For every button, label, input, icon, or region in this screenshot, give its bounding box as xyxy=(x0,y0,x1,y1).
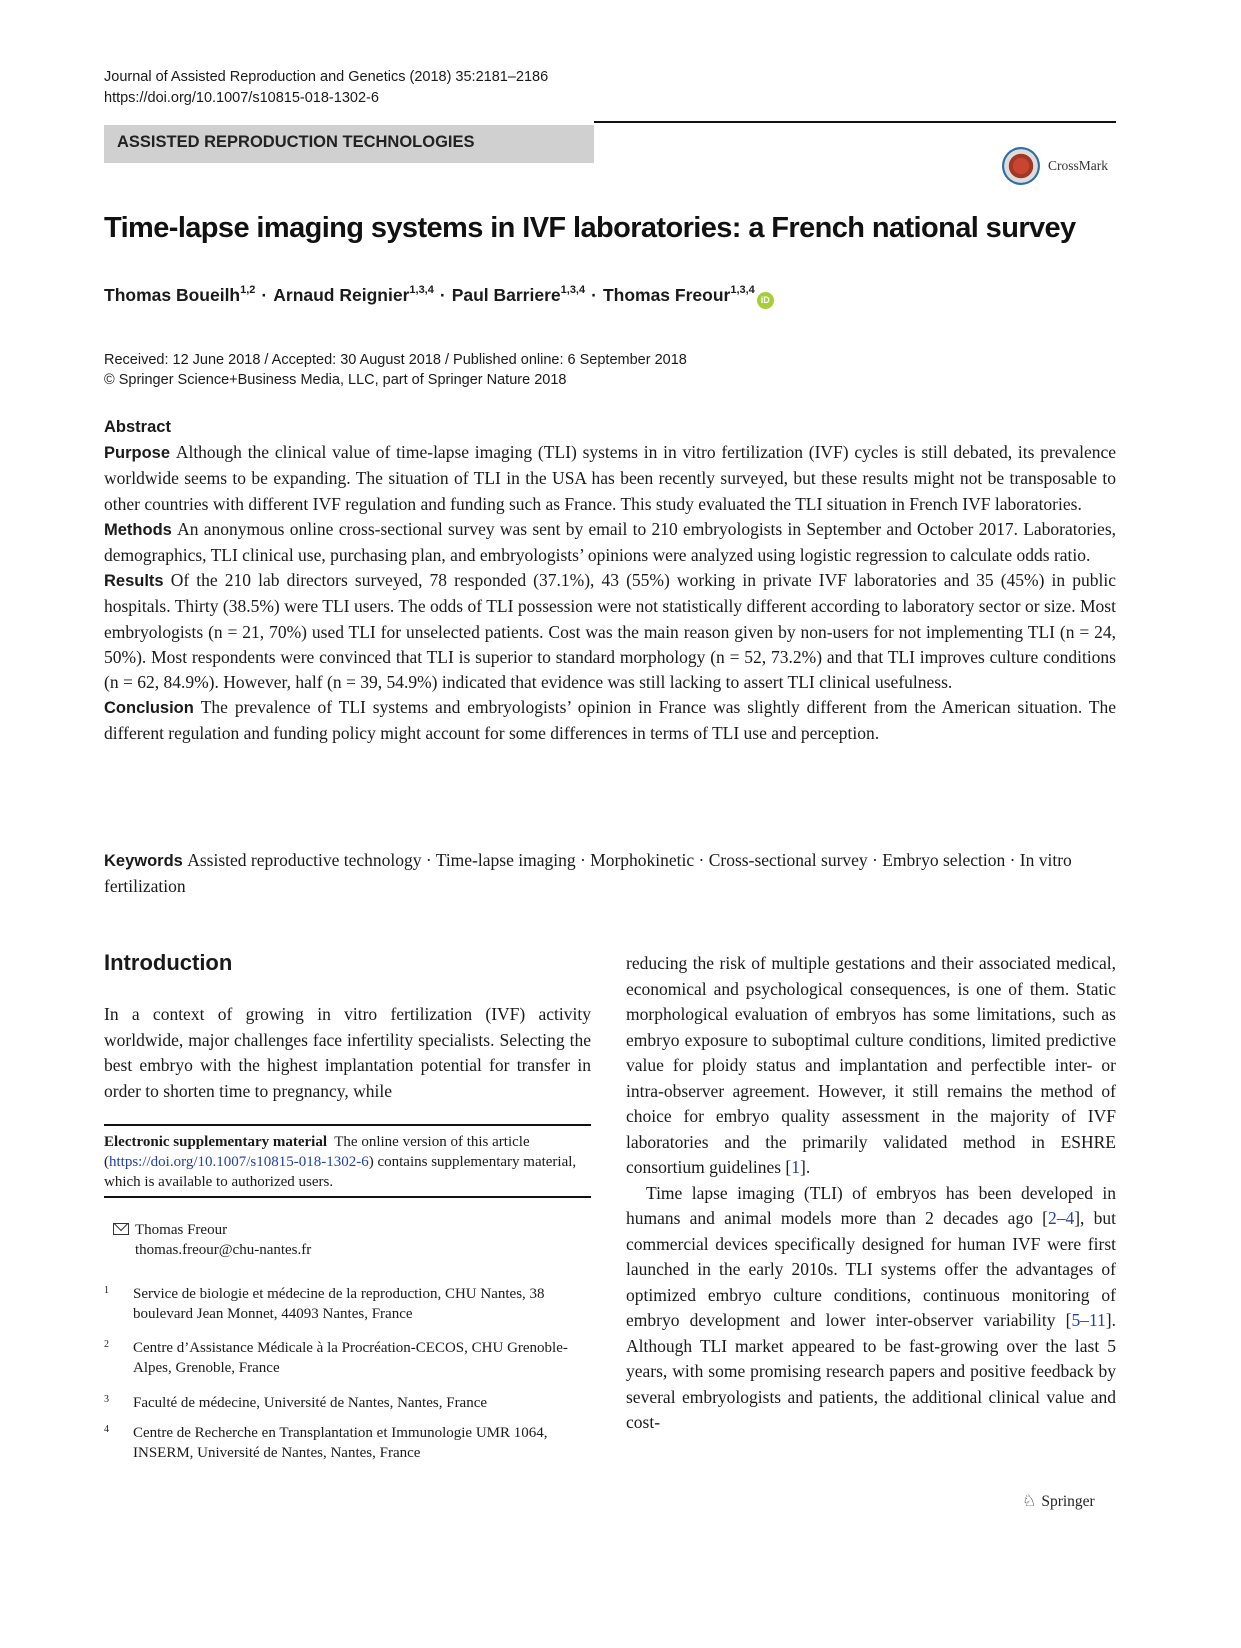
history-dates: Received: 12 June 2018 / Accepted: 30 August 2018 / Published online: 6 September 2018 xyxy=(104,352,687,368)
affiliation-number: 1 xyxy=(104,1285,109,1296)
affiliation-item xyxy=(104,1284,591,1324)
author-name[interactable]: Arnaud Reignier xyxy=(273,285,410,305)
journal-citation: Journal of Assisted Reproduction and Genetics (2018) 35:2181–2186 xyxy=(104,69,549,85)
supplementary-note: Electronic supplementary material The online version of this article (https://doi.org/10.1007/s10815-018-1302-6) contains supplementary material, which is available to authorized users. xyxy=(104,1134,577,1190)
springer-horse-icon: ♘ xyxy=(1022,1493,1037,1510)
correspondence-name: Thomas Freour xyxy=(135,1222,228,1238)
abstract-methods xyxy=(104,517,1116,568)
affiliation-item xyxy=(104,1338,591,1378)
purpose-label: Purpose xyxy=(104,444,171,463)
affiliation-item xyxy=(104,1423,591,1463)
keywords-text: Assisted reproductive technology · Time-lapse imaging · Morphokinetic · Cross-sectional survey · Embryo selection · In vitro fertilization xyxy=(104,850,1072,897)
abstract-heading: Abstract xyxy=(104,418,171,436)
results-text: Of the 210 lab directors surveyed, 78 responded (37.1%), 43 (55%) working in private IVF laboratories and 35 (45%) in public hospitals. Thirty (38.5%) were TLI users. The odds of TLI possession were not statistically different according to laboratory sector or size. Most embryologists (n = 21, 70%) used TLI for unselected patients. Cost was the main reason given by non-users for not implementing TLI (n = 24, 50%). Most respondents were convinced that TLI is superior to standard morphology (n = 52, 73.2%) and that TLI improves culture conditions (n = 62, 84.9%). However, half (n = 39, 54.9%) indicated that evidence was still lacking to assert TLI clinical usefulness. xyxy=(104,570,1116,693)
crossmark-label: CrossMark xyxy=(1048,158,1108,173)
abstract-purpose xyxy=(104,440,1116,517)
article-dates xyxy=(104,350,687,390)
abstract xyxy=(104,414,1116,747)
results-label: Results xyxy=(104,572,164,591)
affiliation-item xyxy=(104,1393,591,1413)
supplementary-rule-bottom xyxy=(104,1196,591,1198)
correspondence-email[interactable]: thomas.freour@chu-nantes.fr xyxy=(135,1242,312,1258)
copyright-line: © Springer Science+Business Media, LLC, part of Springer Nature 2018 xyxy=(104,372,567,388)
author-affiliation: 1,2 xyxy=(240,284,256,296)
publisher-name: Springer xyxy=(1041,1493,1095,1510)
doi-link[interactable]: https://doi.org/10.1007/s10815-018-1302-6 xyxy=(104,90,379,106)
methods-label: Methods xyxy=(104,520,172,539)
orcid-icon[interactable]: iD xyxy=(757,292,774,309)
intro-left-paragraph: In a context of growing in vitro fertilization (IVF) activity worldwide, major challenges face infertility specialists. Selecting the best embryo with the highest implantation potential for transfer in order to shorten time to pregnancy, while xyxy=(104,1004,591,1101)
affiliation-text: Centre d’Assistance Médicale à la Procréation-CECOS, CHU Grenoble-Alpes, Grenoble, France xyxy=(133,1340,568,1376)
affiliation-text: Faculté de médecine, Université de Nantes, Nantes, France xyxy=(133,1395,488,1411)
author-affiliation: 1,3,4 xyxy=(730,284,755,296)
affiliation-text: Service de biologie et médecine de la reproduction, CHU Nantes, 38 boulevard Jean Monnet, 44093 Nantes, France xyxy=(133,1286,545,1322)
methods-text: An anonymous online cross-sectional survey was sent by email to 210 embryologists in September and October 2017. Laboratories, demographics, TLI clinical use, purchasing plan, and embryologists’ opinions were analyzed using logistic regression to calculate odds ratio. xyxy=(104,518,1117,566)
intro-paragraph: Time lapse imaging (TLI) of embryos has been developed in humans and animal models more than 2 decades ago [2–4], but commercial devices specifically designed for human IVF were first launched in the early 2010s. TLI systems offer the advantages of optimized embryo culture conditions, continuous monitoring of embryo development and lower inter-observer variability [5–11]. Although TLI market appeared to be fast-growing over the last 5 years, with some promising research papers and positive feedback by several embryologists and patients, the additional clinical value and cost- xyxy=(626,1182,1116,1432)
abstract-results xyxy=(104,568,1116,695)
crossmark-icon xyxy=(1002,147,1040,185)
envelope-icon xyxy=(113,1223,129,1235)
citation-link[interactable]: 2–4 xyxy=(1047,1208,1075,1228)
author-affiliation: 1,3,4 xyxy=(409,284,434,296)
crossmark-badge[interactable] xyxy=(1002,147,1122,191)
conclusion-text: The prevalence of TLI systems and embryologists’ opinion in France was slightly different from the American situation. The different regulation and funding policy might account for some differences in terms of TLI use and perception. xyxy=(104,697,1116,744)
keywords xyxy=(104,848,1116,899)
author-list: Thomas Boueilh$^{1,2}$ · Arnaud Reignier$^{1,3,4}$ · Paul Barriere$^{1,3,4}$ · Thomas Freour$^{1,3,4}$iD xyxy=(104,284,774,309)
author-name[interactable]: Thomas Freour xyxy=(602,285,731,305)
supplementary-label: Electronic supplementary material xyxy=(104,1134,328,1150)
supplementary-rule-top xyxy=(104,1124,591,1126)
supplementary-link[interactable]: https://doi.org/10.1007/s10815-018-1302-6 xyxy=(109,1154,369,1170)
publisher-logo xyxy=(1022,1491,1095,1511)
author-name[interactable]: Thomas Boueilh xyxy=(104,285,241,305)
citation-link[interactable]: 5–11 xyxy=(1071,1310,1106,1330)
section-label: ASSISTED REPRODUCTION TECHNOLOGIES xyxy=(117,133,475,151)
affiliation-number: 2 xyxy=(104,1339,109,1350)
introduction-heading: Introduction xyxy=(104,950,233,975)
purpose-text: Although the clinical value of time-lapse imaging (TLI) systems in in vitro fertilization (IVF) cycles is still debated, its prevalence worldwide seems to be expanding. The situation of TLI in the USA has been recently surveyed, but these results might not be transposable to other countries with different IVF regulation and funding such as France. This study evaluated the TLI situation in French IVF laboratories. xyxy=(104,442,1116,514)
affiliation-text: Centre de Recherche en Transplantation et Immunologie UMR 1064, INSERM, Université de Nantes, Nantes, France xyxy=(133,1425,548,1461)
intro-right-column xyxy=(626,951,1116,1436)
header-rule xyxy=(594,121,1116,123)
journal-header xyxy=(104,67,548,109)
author-name[interactable]: Paul Barriere xyxy=(451,285,561,305)
abstract-conclusion xyxy=(104,695,1116,746)
conclusion-label: Conclusion xyxy=(104,699,194,718)
article-title: Time-lapse imaging systems in IVF laboratories: a French national survey xyxy=(104,212,1076,244)
intro-paragraph: reducing the risk of multiple gestations and their associated medical, economical and psychological consequences, is one of them. Static morphological evaluation of embryos has some limitations, such as embryo exposure to suboptimal culture conditions, limited predictive value for ploidy status and implantation and perfectible inter- or intra-observer agreement. However, it still remains the method of choice for embryo quality assessment in the majority of IVF laboratories and the primarily validated method in ESHRE consortium guidelines [1]. xyxy=(626,953,1116,1177)
affiliation-number: 3 xyxy=(104,1394,109,1405)
citation-link[interactable]: 1 xyxy=(791,1157,801,1177)
affiliation-number: 4 xyxy=(104,1424,109,1435)
keywords-label: Keywords xyxy=(104,852,183,870)
author-affiliation: 1,3,4 xyxy=(560,284,586,296)
section-band xyxy=(104,125,594,163)
